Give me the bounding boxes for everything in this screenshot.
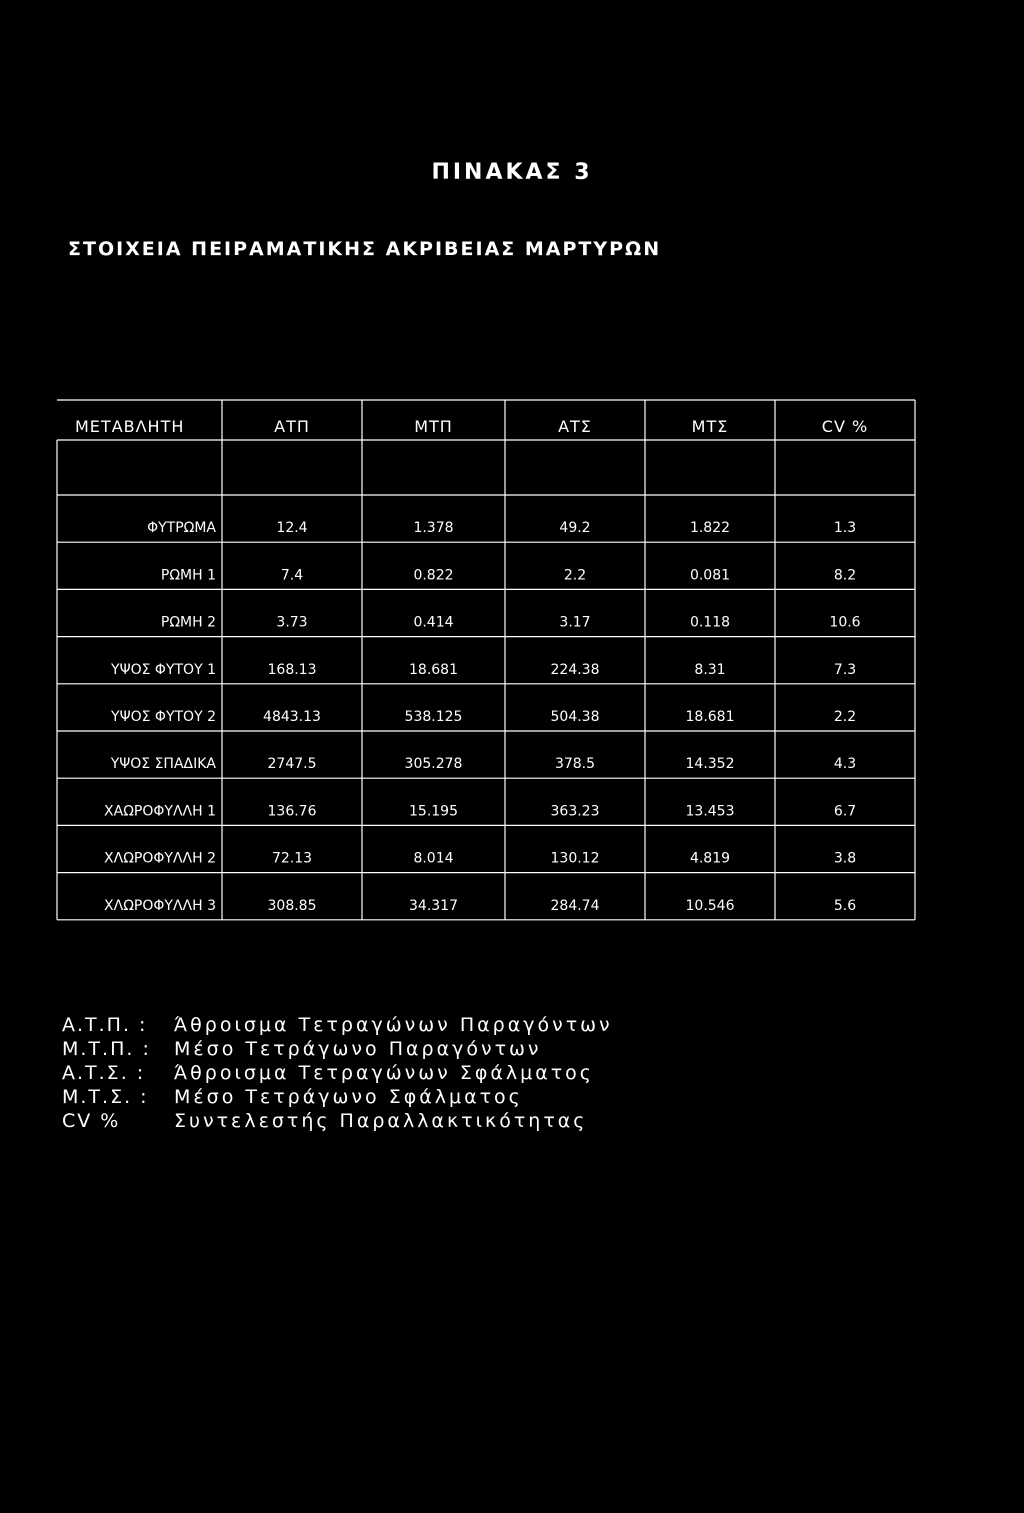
table-subtitle: ΣΤΟΙΧΕΙΑ ΠΕΙΡΑΜΑΤΙΚΗΣ ΑΚΡΙΒΕΙΑΣ ΜΑΡΤΥΡΩΝ xyxy=(68,238,662,260)
column-header: ΜΤΣ xyxy=(691,417,729,436)
table-cell: 0.822 xyxy=(413,567,454,584)
table-cell: 8.2 xyxy=(833,567,857,584)
legend-desc: Μέσο Τετράγωνο Σφάλματος xyxy=(174,1086,523,1108)
table-cell: 378.5 xyxy=(554,756,596,773)
table-cell: 49.2 xyxy=(559,520,591,537)
legend-row xyxy=(62,1061,613,1085)
column-header: ΜΕΤΑΒΛΗΤΗ xyxy=(75,417,185,436)
table-cell: 3.8 xyxy=(833,850,857,867)
row-label: ΧΛΩΡΟΦΥΛΛΗ 2 xyxy=(104,850,216,867)
table-cell: 7.3 xyxy=(833,661,857,678)
table-cell: 13.453 xyxy=(685,803,735,820)
table-cell: 308.85 xyxy=(267,897,317,914)
legend-abbr: Α.Τ.Π. : xyxy=(62,1014,148,1036)
legend-abbr: CV % xyxy=(62,1110,121,1132)
table-cell: 18.681 xyxy=(685,709,735,725)
table-cell: 10.546 xyxy=(685,897,735,914)
table-cell: 305.278 xyxy=(404,756,463,773)
table-cell: 72.13 xyxy=(271,850,313,867)
table-cell: 0.118 xyxy=(689,614,731,631)
table-cell: 130.12 xyxy=(550,850,600,867)
table-cell: 538.125 xyxy=(404,709,463,725)
table-cell: 4.3 xyxy=(833,756,857,773)
table-cell: 12.4 xyxy=(276,520,308,537)
legend-row xyxy=(62,1037,613,1061)
table-cell: 168.13 xyxy=(267,661,317,678)
table-cell: 3.17 xyxy=(559,614,591,631)
legend-desc: Συντελεστής Παραλλακτικότητας xyxy=(174,1110,588,1132)
legend-abbr: Μ.Τ.Π. : xyxy=(62,1038,151,1060)
row-label: ΥΨΟΣ ΦΥΤΟΥ 2 xyxy=(111,709,216,725)
table-cell: 4843.13 xyxy=(263,709,321,725)
legend-abbr: Α.Τ.Σ. : xyxy=(62,1062,146,1084)
legend-row xyxy=(62,1085,613,1109)
table-cell: 504.38 xyxy=(550,709,600,725)
row-label: ΦΥΤΡΩΜΑ xyxy=(147,520,216,537)
table-cell: 4.819 xyxy=(689,850,731,867)
table-cell: 18.681 xyxy=(409,661,458,678)
row-label: ΡΩΜΗ 2 xyxy=(160,614,216,631)
table-cell: 3.73 xyxy=(276,614,308,631)
table-cell: 5.6 xyxy=(833,897,857,914)
table-cell: 1.822 xyxy=(689,520,731,537)
legend-row xyxy=(62,1109,613,1133)
table-cell: 0.081 xyxy=(689,567,731,584)
legend-desc: Άθροισμα Τετραγώνων Σφάλματος xyxy=(174,1062,594,1084)
row-label: ΧΛΩΡΟΦΥΛΛΗ 3 xyxy=(104,897,216,914)
table-cell: 284.74 xyxy=(550,897,600,914)
table-title: ΠΙΝΑΚΑΣ 3 xyxy=(431,160,593,185)
table-cell: 34.317 xyxy=(409,897,458,914)
table-cell: 363.23 xyxy=(550,803,600,820)
table-cell: 2.2 xyxy=(833,709,857,725)
column-header: ΜΤΠ xyxy=(414,417,453,436)
table-cell: 8.014 xyxy=(413,850,454,867)
table-cell: 15.195 xyxy=(409,803,458,820)
row-label: ΥΨΟΣ ΦΥΤΟΥ 1 xyxy=(111,661,216,678)
table-cell: 2747.5 xyxy=(267,756,317,773)
table-cell: 6.7 xyxy=(833,803,857,820)
row-label: ΥΨΟΣ ΣΠΑΔΙΚΑ xyxy=(110,756,216,773)
column-header: ΑΤΣ xyxy=(558,417,592,436)
column-header: ΑΤΠ xyxy=(274,417,310,436)
table-cell: 1.3 xyxy=(833,520,857,537)
table-cell: 10.6 xyxy=(829,614,861,631)
table-cell: 14.352 xyxy=(685,756,735,773)
row-label: ΧΑΩΡΟΦΥΛΛΗ 1 xyxy=(104,803,216,820)
row-label: ΡΩΜΗ 1 xyxy=(160,567,216,584)
abbreviation-legend xyxy=(62,1013,613,1133)
table-cell: 136.76 xyxy=(267,803,317,820)
table-cell: 224.38 xyxy=(550,661,600,678)
column-header: CV % xyxy=(821,417,869,436)
table-cell: 2.2 xyxy=(563,567,587,584)
table-cell: 0.414 xyxy=(413,614,454,631)
legend-desc: Μέσο Τετράγωνο Παραγόντων xyxy=(174,1038,542,1060)
table-cell: 1.378 xyxy=(413,520,454,537)
legend-row xyxy=(62,1013,613,1037)
table-cell: 7.4 xyxy=(280,567,304,584)
legend-desc: Άθροισμα Τετραγώνων Παραγόντων xyxy=(174,1014,613,1036)
legend-abbr: Μ.Τ.Σ. : xyxy=(62,1086,149,1108)
table-cell: 8.31 xyxy=(694,661,726,678)
